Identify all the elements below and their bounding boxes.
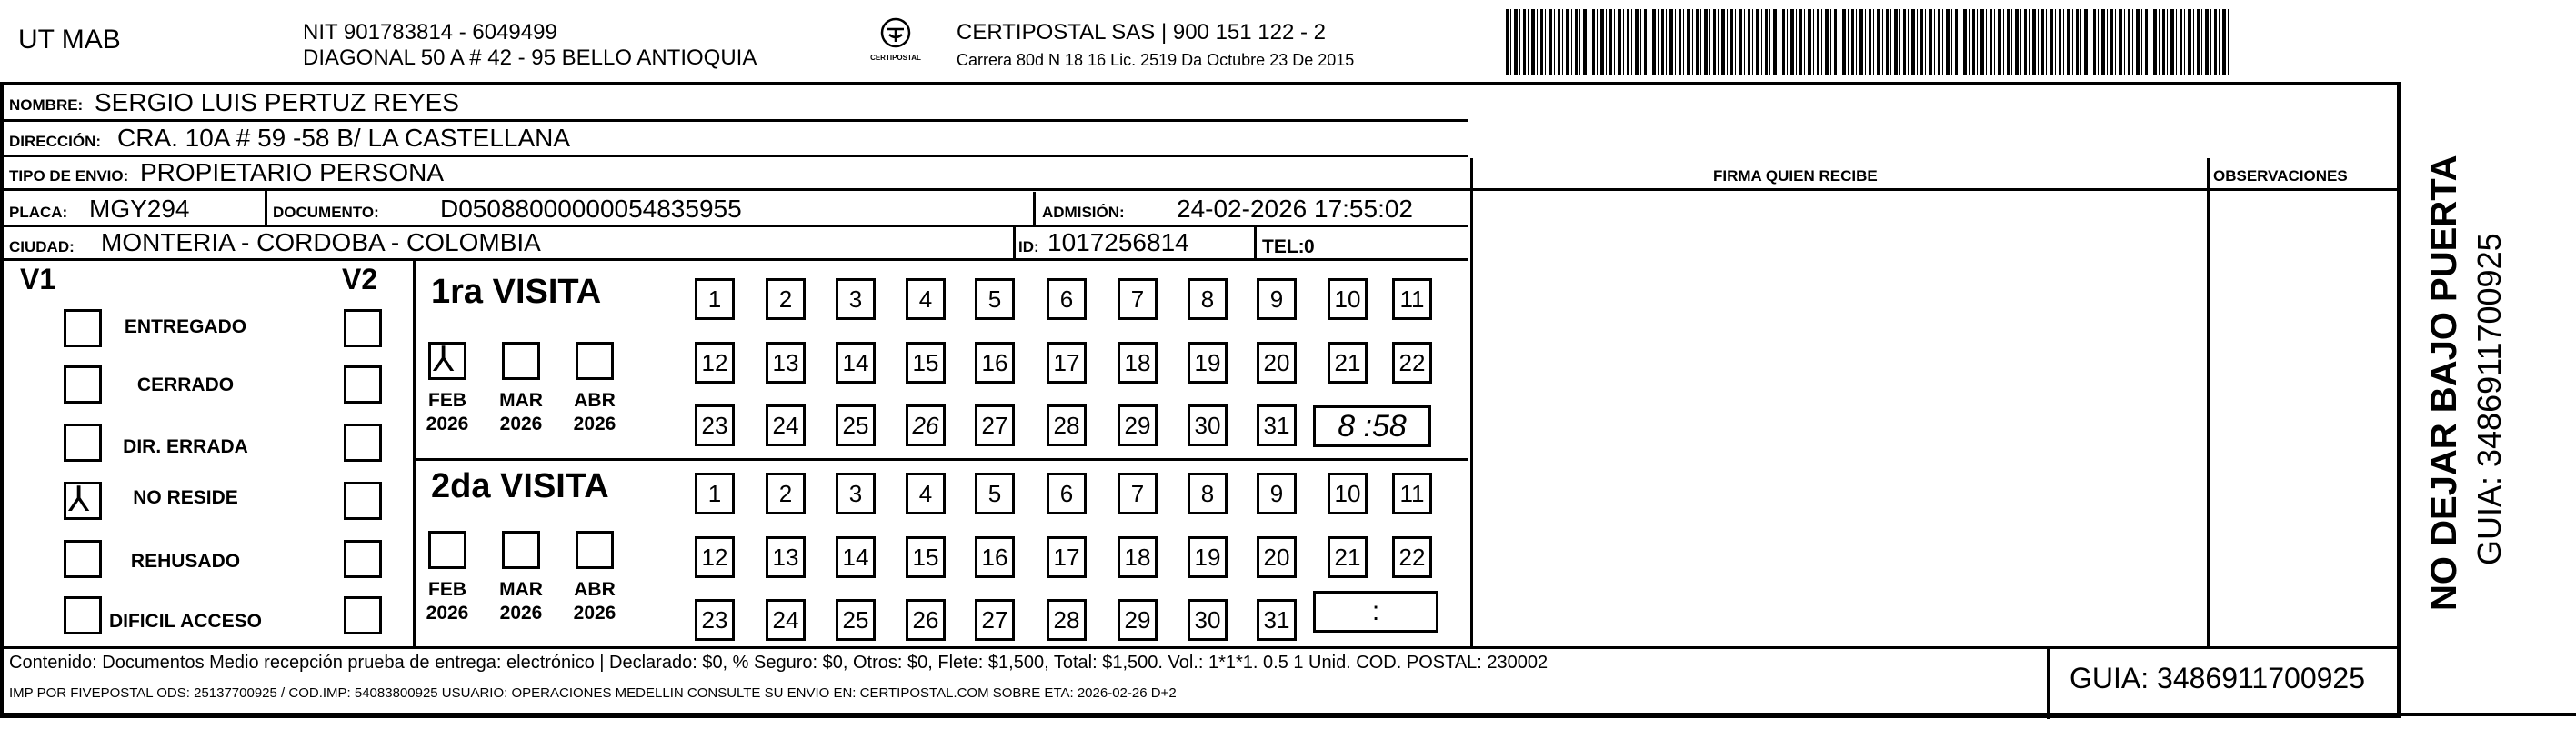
certipostal-logo: [855, 16, 937, 71]
document-value: D05088000000054835955: [440, 195, 742, 223]
visit-1-day-box[interactable]: 16: [975, 342, 1015, 384]
city-value: MONTERIA - CORDOBA - COLOMBIA: [101, 228, 541, 256]
visit-1-day-box[interactable]: 14: [836, 342, 876, 384]
month-name: ABR: [574, 390, 616, 411]
id-label: ID:: [1018, 238, 1039, 255]
visit-2-day-box[interactable]: 18: [1118, 536, 1158, 578]
visit-1-day-box[interactable]: 17: [1047, 342, 1087, 384]
visit-2-day-box[interactable]: 4: [906, 473, 946, 514]
visit-2-day-box[interactable]: 31: [1257, 599, 1297, 641]
visit-1-day-box[interactable]: 28: [1047, 404, 1087, 446]
visit-2-day-box[interactable]: 19: [1188, 536, 1228, 578]
visit-1-day-box[interactable]: 20: [1257, 342, 1297, 384]
visit-2-day-box[interactable]: 22: [1392, 536, 1432, 578]
visit-2-day-box[interactable]: 14: [836, 536, 876, 578]
month-name: FEB: [428, 390, 466, 411]
visit-1-day-box[interactable]: 19: [1188, 342, 1228, 384]
month-year: 2026: [499, 603, 543, 624]
admission-value: 24-02-2026 17:55:02: [1177, 195, 1413, 223]
id-value: 1017256814: [1047, 228, 1189, 256]
signature-header: FIRMA QUIEN RECIBE: [1713, 167, 1878, 185]
tel-value: 0: [1304, 236, 1315, 257]
visit-2-day-box[interactable]: 21: [1328, 536, 1368, 578]
visit-2-day-box[interactable]: 5: [975, 473, 1015, 514]
visit-1-day-box[interactable]: 15: [906, 342, 946, 384]
month-name: FEB: [428, 579, 466, 600]
month-year: 2026: [573, 414, 616, 434]
visit-1-day-box[interactable]: 11: [1392, 278, 1432, 320]
visit-2-day-box[interactable]: 11: [1392, 473, 1432, 514]
month-year: 2026: [426, 603, 469, 624]
visit-1-day-box[interactable]: 31: [1257, 404, 1297, 446]
option-entregado: ENTREGADO: [124, 316, 247, 337]
company-name: UT MAB: [18, 25, 121, 55]
visit-2-title: 2da VISITA: [431, 467, 609, 505]
visit-2-day-box[interactable]: 28: [1047, 599, 1087, 641]
visit-1-day-box[interactable]: 21: [1328, 342, 1368, 384]
visit-1-day-box[interactable]: 22: [1392, 342, 1432, 384]
certipostal-logo-icon: [877, 16, 914, 49]
shipment-type-label: TIPO DE ENVIO:: [9, 167, 129, 185]
visit-2-day-box[interactable]: 8: [1188, 473, 1228, 514]
visit-2-day-box[interactable]: 17: [1047, 536, 1087, 578]
company-address: DIAGONAL 50 A # 42 - 95 BELLO ANTIOQUIA: [303, 45, 757, 70]
visit-2-day-box[interactable]: 13: [766, 536, 806, 578]
admission-label: ADMISIÓN:: [1042, 204, 1125, 221]
v2-checkbox-no-reside[interactable]: [344, 482, 382, 520]
visit-2-day-box[interactable]: 3: [836, 473, 876, 514]
visit-1-month-abr-box[interactable]: [576, 342, 614, 380]
carrier-license: Carrera 80d N 18 16 Lic. 2519 Da Octubre 23 De 2015: [957, 51, 1355, 69]
month-name: MAR: [499, 579, 543, 600]
v2-checkbox-dir-errada[interactable]: [344, 424, 382, 462]
visit-2-month-feb: [420, 578, 475, 625]
visit-2-day-box[interactable]: 1: [695, 473, 735, 514]
visit-1-month-mar: [494, 389, 548, 436]
side-warning: NO DEJAR BAJO PUERTA: [2424, 155, 2464, 611]
city-label: CIUDAD:: [9, 238, 75, 255]
visit-1-day-box[interactable]: 24: [766, 404, 806, 446]
v2-checkbox-entregado[interactable]: [344, 309, 382, 347]
checkmark-icon: ⅄: [68, 481, 90, 519]
side-guia: GUIA: 3486911700925: [2471, 233, 2508, 565]
visit-1-day-box[interactable]: 25: [836, 404, 876, 446]
footer-imp: IMP POR FIVEPOSTAL ODS: 25137700925 / COD.IMP: 54083800925 USUARIO: OPERACIONES MEDELLIN CONSULTE SU ENVIO EN: CERTIPOSTAL.COM SOBRE ETA: 2026-02-26 D+2: [9, 685, 1177, 701]
v1-label: V1: [20, 263, 56, 295]
option-no-reside: NO RESIDE: [133, 487, 238, 508]
visit-2-day-box[interactable]: 29: [1118, 599, 1158, 641]
visit-2-day-box[interactable]: 15: [906, 536, 946, 578]
visit-1-day-box[interactable]: 30: [1188, 404, 1228, 446]
footer-guia: GUIA: 3486911700925: [2070, 662, 2365, 694]
tel-label: TEL:: [1262, 236, 1305, 257]
month-name: ABR: [574, 579, 616, 600]
plate-label: PLACA:: [9, 204, 68, 221]
visit-1-day-box[interactable]: 23: [695, 404, 735, 446]
month-year: 2026: [499, 414, 543, 434]
visit-1-day-box[interactable]: 27: [975, 404, 1015, 446]
address-label: DIRECCIÓN:: [9, 133, 102, 150]
v2-checkbox-cerrado[interactable]: [344, 365, 382, 404]
visit-1-title: 1ra VISITA: [431, 273, 602, 311]
recipient-name: SERGIO LUIS PERTUZ REYES: [95, 88, 459, 116]
v2-checkbox-dificil-acceso[interactable]: [344, 596, 382, 634]
option-dir-errada: DIR. ERRADA: [123, 436, 248, 457]
visit-1-month-feb-box[interactable]: [428, 342, 466, 380]
visit-1-month-mar-box[interactable]: [502, 342, 540, 380]
visit-2-day-box[interactable]: 20: [1257, 536, 1297, 578]
carrier-name: CERTIPOSTAL SAS | 900 151 122 - 2: [957, 20, 1326, 45]
visit-2-day-box[interactable]: 30: [1188, 599, 1228, 641]
visit-1-day-box[interactable]: 8: [1188, 278, 1228, 320]
plate-value: MGY294: [89, 195, 190, 223]
visit-1-day-box[interactable]: 3: [836, 278, 876, 320]
visit-1-day-box[interactable]: 7: [1118, 278, 1158, 320]
visit-2-month-abr-box[interactable]: [576, 531, 614, 569]
visit-1-day-box[interactable]: 10: [1328, 278, 1368, 320]
visit-1-day-box[interactable]: 9: [1257, 278, 1297, 320]
visit-2-day-box[interactable]: 26: [906, 599, 946, 641]
shipment-type: PROPIETARIO PERSONA: [140, 158, 444, 186]
company-nit: NIT 901783814 - 6049499: [303, 20, 557, 45]
visit-2-day-box[interactable]: 25: [836, 599, 876, 641]
v2-checkbox-rehusado[interactable]: [344, 540, 382, 578]
visit-2-day-box[interactable]: 10: [1328, 473, 1368, 514]
tear-line: [0, 713, 2576, 716]
observations-header: OBSERVACIONES: [2213, 167, 2348, 185]
month-name: MAR: [499, 390, 543, 411]
visit-1-day-box[interactable]: 13: [766, 342, 806, 384]
visit-2-day-box[interactable]: 27: [975, 599, 1015, 641]
visit-1-day-box[interactable]: 18: [1118, 342, 1158, 384]
visit-1-day-box[interactable]: 26: [906, 404, 946, 446]
visit-2-day-box[interactable]: 9: [1257, 473, 1297, 514]
visit-1-time-box[interactable]: 8 :58: [1313, 405, 1431, 447]
visit-1-day-box[interactable]: 1: [695, 278, 735, 320]
option-cerrado: CERRADO: [136, 374, 235, 395]
month-year: 2026: [573, 603, 616, 624]
visit-2-month-abr: [567, 578, 622, 625]
recipient-address: CRA. 10A # 59 -58 B/ LA CASTELLANA: [117, 124, 571, 152]
visit-2-day-box[interactable]: 24: [766, 599, 806, 641]
visit-2-day-box[interactable]: 7: [1118, 473, 1158, 514]
visit-2-month-feb-box[interactable]: [428, 531, 466, 569]
checkmark-icon: ⅄: [433, 341, 455, 379]
visit-1-day-box[interactable]: 5: [975, 278, 1015, 320]
visit-1-day-box[interactable]: 6: [1047, 278, 1087, 320]
visit-1-month-feb: [420, 389, 475, 436]
header-barcode: [1506, 9, 2231, 75]
visit-1-day-box[interactable]: 4: [906, 278, 946, 320]
visit-1-day-box[interactable]: 2: [766, 278, 806, 320]
visit-2-day-box[interactable]: 6: [1047, 473, 1087, 514]
visit-2-month-mar-box[interactable]: [502, 531, 540, 569]
name-label: NOMBRE:: [9, 96, 84, 114]
visit-2-day-box[interactable]: 2: [766, 473, 806, 514]
visit-1-day-box[interactable]: 12: [695, 342, 735, 384]
logo-wordmark: CERTIPOSTAL: [870, 54, 921, 62]
visit-2-time-box[interactable]: :: [1313, 591, 1438, 633]
option-rehusado: REHUSADO: [130, 551, 241, 572]
visit-2-day-box[interactable]: 23: [695, 599, 735, 641]
option-dificil-acceso: DIFICIL ACCESO: [108, 611, 262, 632]
visit-1-month-abr: [567, 389, 622, 436]
visit-2-day-box[interactable]: 16: [975, 536, 1015, 578]
v2-label: V2: [342, 263, 378, 295]
document-label: DOCUMENTO:: [273, 204, 379, 221]
visit-2-month-mar: [494, 578, 548, 625]
delivery-form: [0, 82, 2401, 718]
month-year: 2026: [426, 414, 469, 434]
footer-content: Contenido: Documentos Medio recepción prueba de entrega: electrónico | Declarado: $0, % Seguro: $0, Otros: $0, Flete: $1,500, Total: $1,500. Vol.: 1*1*1. 0.5 1 Unid. COD. POSTAL: 230002: [9, 653, 1549, 673]
visit-2-day-box[interactable]: 12: [695, 536, 735, 578]
visit-1-day-box[interactable]: 29: [1118, 404, 1158, 446]
